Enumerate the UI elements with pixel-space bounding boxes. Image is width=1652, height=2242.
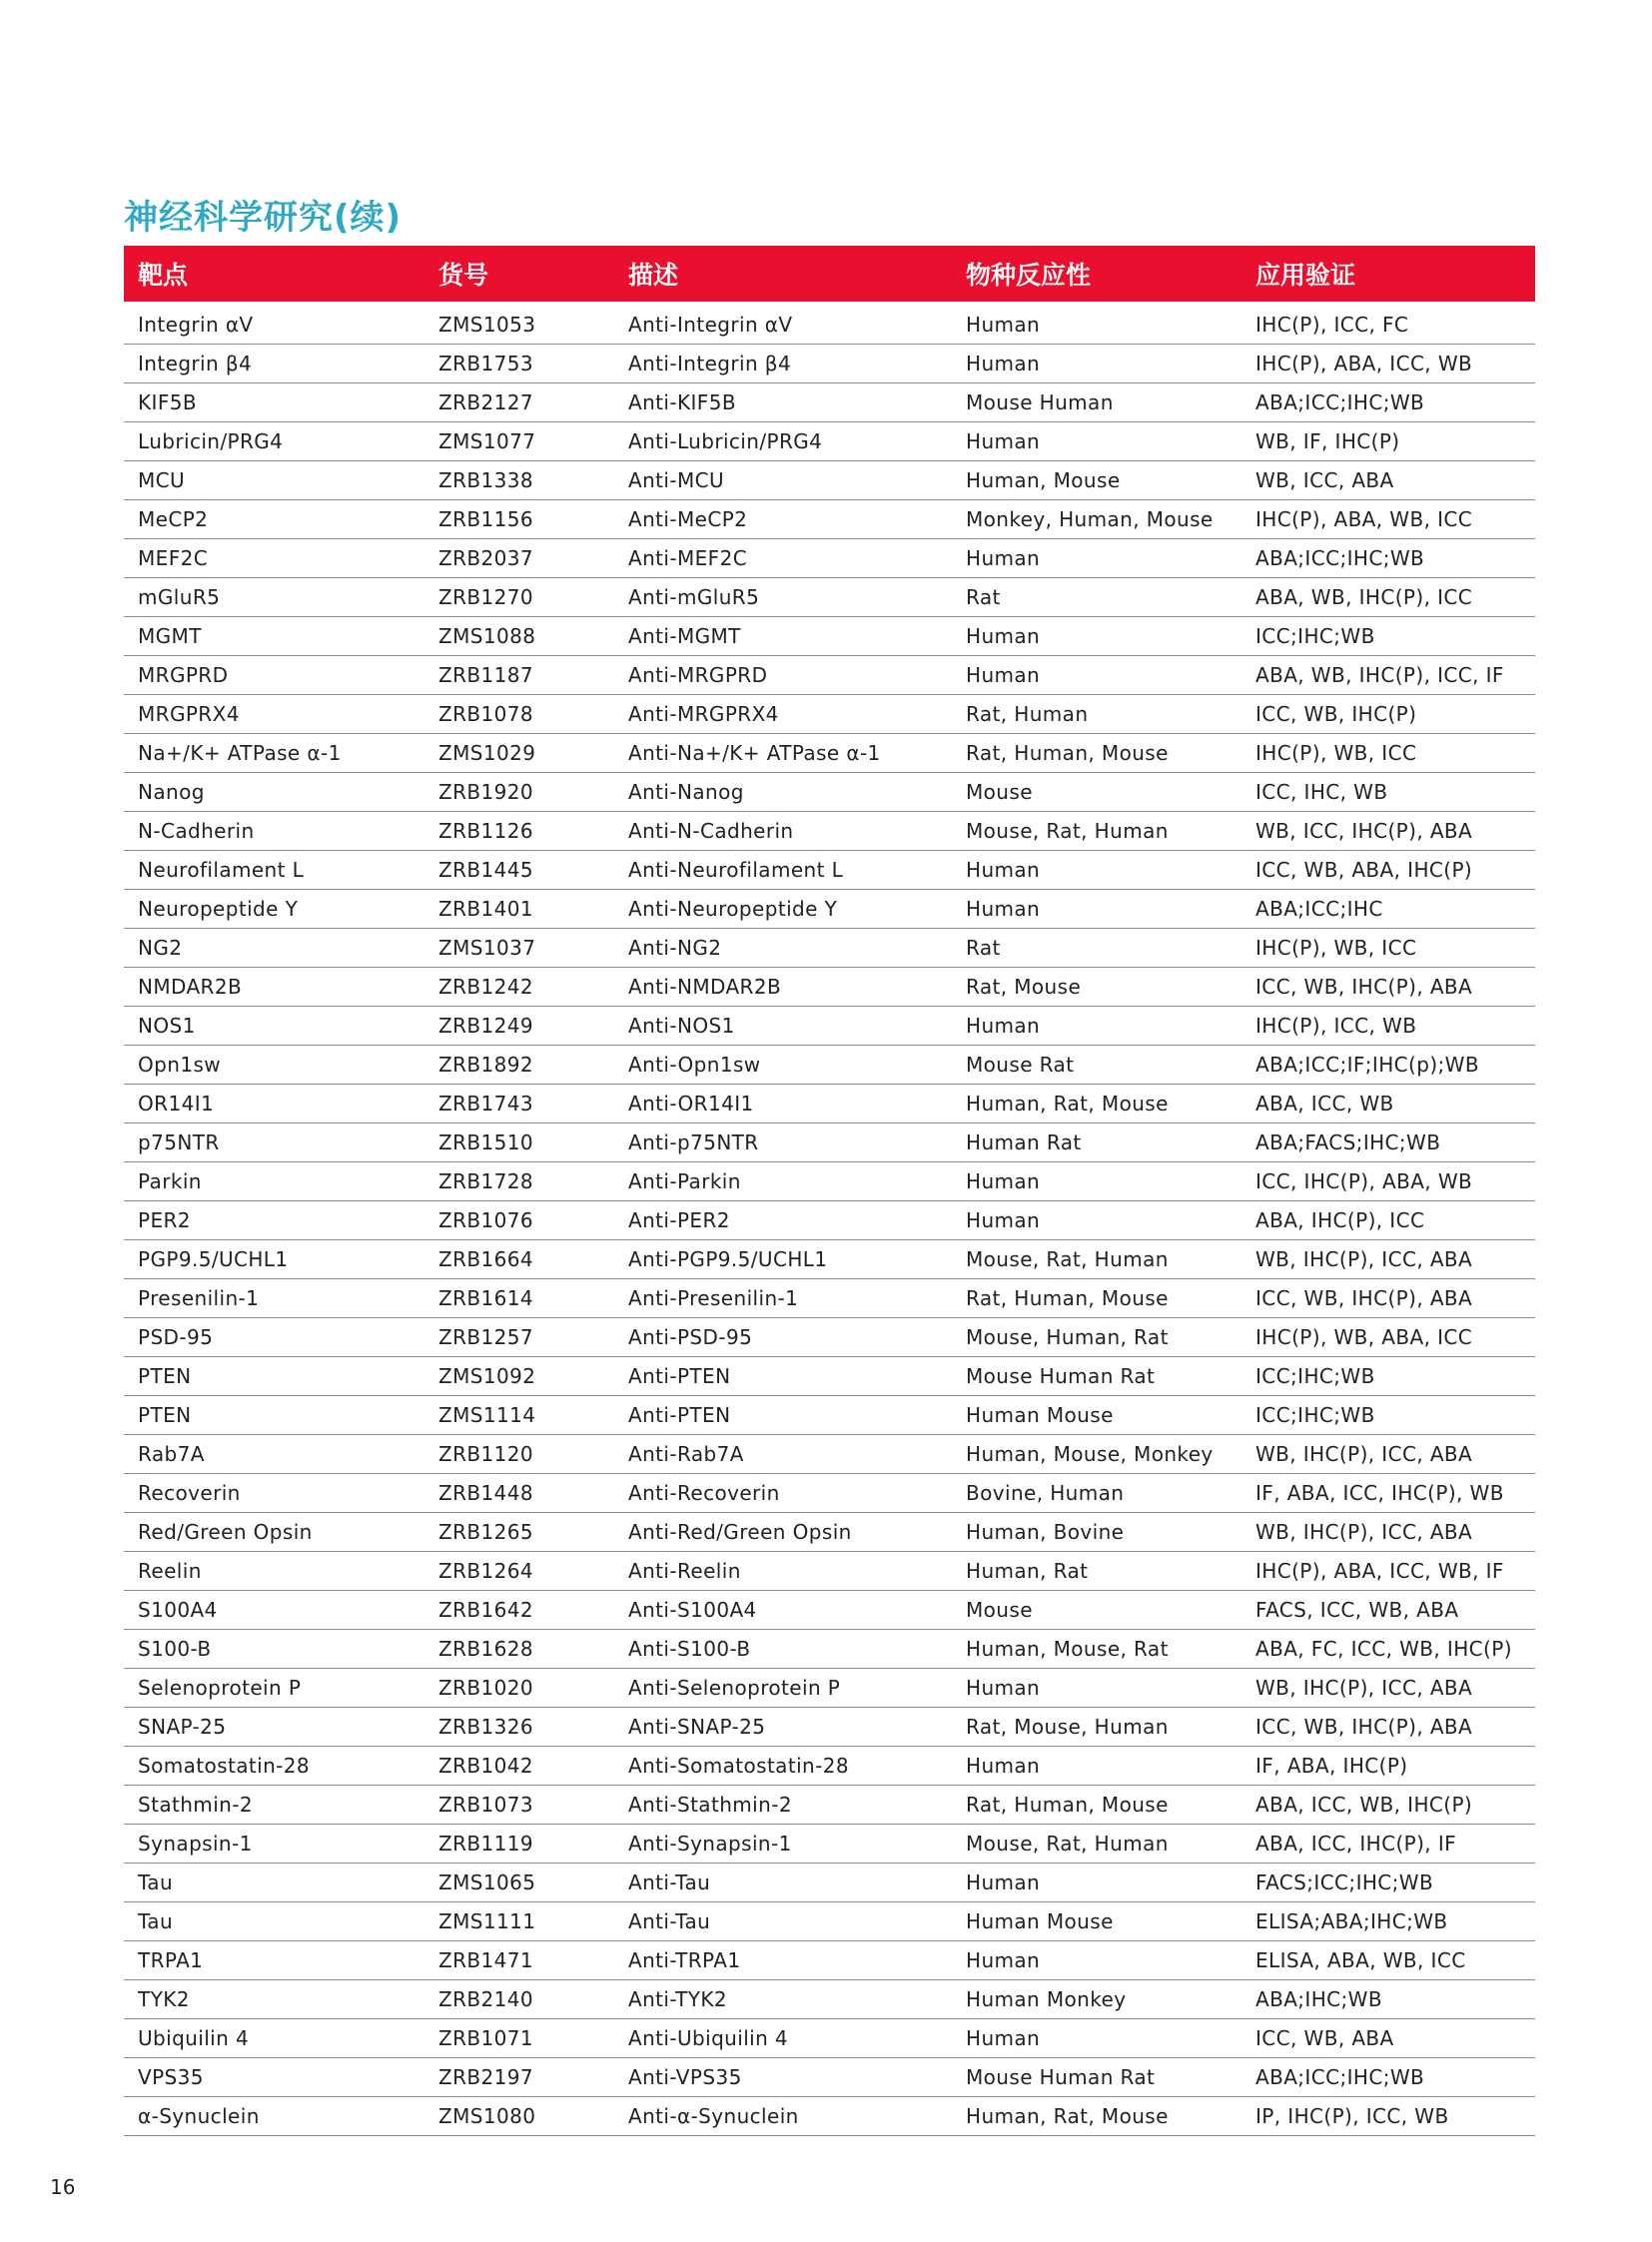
header-target: 靶点 bbox=[124, 246, 424, 302]
cell-applications: IHC(P), ABA, ICC, WB, IF bbox=[1241, 1552, 1535, 1591]
cell-description: Anti-α-Synuclein bbox=[614, 2097, 952, 2136]
cell-applications: ICC, WB, ABA, IHC(P) bbox=[1241, 851, 1535, 890]
cell-catalog-number: ZRB1042 bbox=[424, 1747, 614, 1786]
cell-applications: ABA, ICC, WB, IHC(P) bbox=[1241, 1786, 1535, 1825]
cell-description: Anti-S100A4 bbox=[614, 1591, 952, 1630]
cell-species-reactivity: Human Mouse bbox=[952, 1902, 1241, 1941]
table-row bbox=[124, 773, 1535, 812]
cell-target: Red/Green Opsin bbox=[124, 1513, 424, 1552]
cell-species-reactivity: Human, Mouse, Monkey bbox=[952, 1435, 1241, 1474]
cell-applications: ABA, WB, IHC(P), ICC, IF bbox=[1241, 656, 1535, 695]
cell-catalog-number: ZRB1920 bbox=[424, 773, 614, 812]
cell-species-reactivity: Human bbox=[952, 345, 1241, 383]
cell-target: Neuropeptide Y bbox=[124, 890, 424, 929]
cell-catalog-number: ZRB1728 bbox=[424, 1162, 614, 1201]
table-row bbox=[124, 1786, 1535, 1825]
cell-target: MEF2C bbox=[124, 539, 424, 578]
table-row bbox=[124, 890, 1535, 929]
cell-description: Anti-MEF2C bbox=[614, 539, 952, 578]
table-row bbox=[124, 1435, 1535, 1474]
cell-applications: ABA;FACS;IHC;WB bbox=[1241, 1123, 1535, 1162]
cell-species-reactivity: Human, Mouse bbox=[952, 461, 1241, 500]
cell-species-reactivity: Bovine, Human bbox=[952, 1474, 1241, 1513]
cell-catalog-number: ZRB1156 bbox=[424, 500, 614, 539]
cell-applications: WB, ICC, IHC(P), ABA bbox=[1241, 812, 1535, 851]
cell-catalog-number: ZMS1080 bbox=[424, 2097, 614, 2136]
cell-catalog-number: ZRB2197 bbox=[424, 2058, 614, 2097]
cell-species-reactivity: Human bbox=[952, 1162, 1241, 1201]
cell-species-reactivity: Human, Mouse, Rat bbox=[952, 1630, 1241, 1669]
cell-catalog-number: ZRB1628 bbox=[424, 1630, 614, 1669]
cell-species-reactivity: Monkey, Human, Mouse bbox=[952, 500, 1241, 539]
cell-description: Anti-mGluR5 bbox=[614, 578, 952, 617]
cell-species-reactivity: Human Rat bbox=[952, 1123, 1241, 1162]
cell-catalog-number: ZRB1257 bbox=[424, 1318, 614, 1357]
cell-catalog-number: ZRB1642 bbox=[424, 1591, 614, 1630]
table-row bbox=[124, 345, 1535, 383]
cell-applications: IP, IHC(P), ICC, WB bbox=[1241, 2097, 1535, 2136]
cell-species-reactivity: Rat, Mouse, Human bbox=[952, 1708, 1241, 1747]
cell-target: MRGPRD bbox=[124, 656, 424, 695]
cell-description: Anti-N-Cadherin bbox=[614, 812, 952, 851]
cell-target: Tau bbox=[124, 1864, 424, 1902]
cell-description: Anti-TYK2 bbox=[614, 1980, 952, 2019]
cell-target: S100-B bbox=[124, 1630, 424, 1669]
table-row bbox=[124, 422, 1535, 461]
cell-applications: ICC, WB, ABA bbox=[1241, 2019, 1535, 2058]
cell-applications: ABA;ICC;IHC;WB bbox=[1241, 539, 1535, 578]
cell-target: TRPA1 bbox=[124, 1941, 424, 1980]
cell-species-reactivity: Human bbox=[952, 2019, 1241, 2058]
cell-species-reactivity: Human bbox=[952, 851, 1241, 890]
cell-description: Anti-Synapsin-1 bbox=[614, 1825, 952, 1864]
cell-species-reactivity: Human, Rat, Mouse bbox=[952, 1085, 1241, 1123]
cell-applications: IHC(P), WB, ICC bbox=[1241, 734, 1535, 773]
cell-catalog-number: ZRB2140 bbox=[424, 1980, 614, 2019]
cell-applications: ABA;ICC;IHC bbox=[1241, 890, 1535, 929]
cell-applications: IHC(P), WB, ICC bbox=[1241, 929, 1535, 968]
cell-target: α-Synuclein bbox=[124, 2097, 424, 2136]
cell-description: Anti-Selenoprotein P bbox=[614, 1669, 952, 1708]
table-row bbox=[124, 1513, 1535, 1552]
table-row bbox=[124, 1162, 1535, 1201]
header-catalog-number: 货号 bbox=[424, 246, 614, 302]
product-table bbox=[124, 246, 1535, 2136]
cell-target: Stathmin-2 bbox=[124, 1786, 424, 1825]
cell-description: Anti-Integrin αV bbox=[614, 302, 952, 345]
cell-target: PER2 bbox=[124, 1201, 424, 1240]
cell-applications: ICC, WB, IHC(P), ABA bbox=[1241, 1279, 1535, 1318]
cell-applications: FACS;ICC;IHC;WB bbox=[1241, 1864, 1535, 1902]
cell-description: Anti-PER2 bbox=[614, 1201, 952, 1240]
cell-target: MeCP2 bbox=[124, 500, 424, 539]
cell-catalog-number: ZRB1071 bbox=[424, 2019, 614, 2058]
cell-description: Anti-TRPA1 bbox=[614, 1941, 952, 1980]
cell-description: Anti-MeCP2 bbox=[614, 500, 952, 539]
cell-species-reactivity: Human Mouse bbox=[952, 1396, 1241, 1435]
cell-applications: ABA, ICC, IHC(P), IF bbox=[1241, 1825, 1535, 1864]
table-row bbox=[124, 1825, 1535, 1864]
cell-catalog-number: ZMS1037 bbox=[424, 929, 614, 968]
cell-description: Anti-SNAP-25 bbox=[614, 1708, 952, 1747]
cell-target: Synapsin-1 bbox=[124, 1825, 424, 1864]
cell-species-reactivity: Rat, Mouse bbox=[952, 968, 1241, 1007]
cell-catalog-number: ZMS1065 bbox=[424, 1864, 614, 1902]
cell-target: SNAP-25 bbox=[124, 1708, 424, 1747]
table-row bbox=[124, 1396, 1535, 1435]
table-row bbox=[124, 617, 1535, 656]
cell-target: VPS35 bbox=[124, 2058, 424, 2097]
cell-catalog-number: ZRB1242 bbox=[424, 968, 614, 1007]
cell-description: Anti-Stathmin-2 bbox=[614, 1786, 952, 1825]
cell-applications: IHC(P), ABA, ICC, WB bbox=[1241, 345, 1535, 383]
cell-applications: ABA, FC, ICC, WB, IHC(P) bbox=[1241, 1630, 1535, 1669]
table-row bbox=[124, 500, 1535, 539]
cell-applications: ABA;IHC;WB bbox=[1241, 1980, 1535, 2019]
cell-target: PSD-95 bbox=[124, 1318, 424, 1357]
cell-target: Lubricin/PRG4 bbox=[124, 422, 424, 461]
cell-applications: ICC;IHC;WB bbox=[1241, 1396, 1535, 1435]
cell-species-reactivity: Human bbox=[952, 890, 1241, 929]
cell-target: OR14I1 bbox=[124, 1085, 424, 1123]
cell-catalog-number: ZRB1614 bbox=[424, 1279, 614, 1318]
table-row bbox=[124, 656, 1535, 695]
cell-catalog-number: ZRB1445 bbox=[424, 851, 614, 890]
cell-species-reactivity: Human bbox=[952, 302, 1241, 345]
cell-species-reactivity: Human, Rat, Mouse bbox=[952, 2097, 1241, 2136]
cell-target: PGP9.5/UCHL1 bbox=[124, 1240, 424, 1279]
cell-description: Anti-NG2 bbox=[614, 929, 952, 968]
cell-catalog-number: ZRB1078 bbox=[424, 695, 614, 734]
cell-species-reactivity: Mouse, Rat, Human bbox=[952, 1825, 1241, 1864]
cell-applications: ICC;IHC;WB bbox=[1241, 617, 1535, 656]
cell-catalog-number: ZMS1077 bbox=[424, 422, 614, 461]
table-row bbox=[124, 1747, 1535, 1786]
table-row bbox=[124, 302, 1535, 345]
cell-catalog-number: ZRB1664 bbox=[424, 1240, 614, 1279]
cell-species-reactivity: Human bbox=[952, 1747, 1241, 1786]
cell-catalog-number: ZRB1892 bbox=[424, 1046, 614, 1085]
cell-target: N-Cadherin bbox=[124, 812, 424, 851]
cell-catalog-number: ZRB1270 bbox=[424, 578, 614, 617]
cell-applications: WB, IF, IHC(P) bbox=[1241, 422, 1535, 461]
cell-description: Anti-S100-B bbox=[614, 1630, 952, 1669]
cell-catalog-number: ZRB1120 bbox=[424, 1435, 614, 1474]
table-row bbox=[124, 383, 1535, 422]
cell-catalog-number: ZMS1114 bbox=[424, 1396, 614, 1435]
table-row bbox=[124, 1240, 1535, 1279]
cell-description: Anti-Rab7A bbox=[614, 1435, 952, 1474]
table-row bbox=[124, 851, 1535, 890]
cell-species-reactivity: Human, Bovine bbox=[952, 1513, 1241, 1552]
cell-description: Anti-Presenilin-1 bbox=[614, 1279, 952, 1318]
header-description: 描述 bbox=[614, 246, 952, 302]
cell-applications: IHC(P), WB, ABA, ICC bbox=[1241, 1318, 1535, 1357]
table-row bbox=[124, 812, 1535, 851]
cell-species-reactivity: Rat bbox=[952, 578, 1241, 617]
cell-catalog-number: ZRB1753 bbox=[424, 345, 614, 383]
table-body bbox=[124, 302, 1535, 2136]
cell-catalog-number: ZRB1119 bbox=[424, 1825, 614, 1864]
cell-catalog-number: ZRB1265 bbox=[424, 1513, 614, 1552]
cell-applications: ICC, IHC(P), ABA, WB bbox=[1241, 1162, 1535, 1201]
cell-target: NG2 bbox=[124, 929, 424, 968]
cell-target: MCU bbox=[124, 461, 424, 500]
table-row bbox=[124, 1085, 1535, 1123]
cell-species-reactivity: Human bbox=[952, 1864, 1241, 1902]
cell-species-reactivity: Human bbox=[952, 1007, 1241, 1046]
cell-catalog-number: ZRB1471 bbox=[424, 1941, 614, 1980]
cell-catalog-number: ZMS1029 bbox=[424, 734, 614, 773]
cell-description: Anti-Tau bbox=[614, 1864, 952, 1902]
cell-catalog-number: ZRB1510 bbox=[424, 1123, 614, 1162]
cell-target: mGluR5 bbox=[124, 578, 424, 617]
cell-catalog-number: ZRB1020 bbox=[424, 1669, 614, 1708]
cell-description: Anti-Neurofilament L bbox=[614, 851, 952, 890]
cell-catalog-number: ZRB2127 bbox=[424, 383, 614, 422]
cell-applications: ABA;ICC;IHC;WB bbox=[1241, 2058, 1535, 2097]
cell-applications: IHC(P), ABA, WB, ICC bbox=[1241, 500, 1535, 539]
cell-catalog-number: ZRB1126 bbox=[424, 812, 614, 851]
cell-catalog-number: ZRB1249 bbox=[424, 1007, 614, 1046]
cell-applications: IF, ABA, IHC(P) bbox=[1241, 1747, 1535, 1786]
cell-applications: ELISA;ABA;IHC;WB bbox=[1241, 1902, 1535, 1941]
table-row bbox=[124, 461, 1535, 500]
cell-species-reactivity: Mouse Human Rat bbox=[952, 1357, 1241, 1396]
cell-target: Parkin bbox=[124, 1162, 424, 1201]
cell-description: Anti-Integrin β4 bbox=[614, 345, 952, 383]
table-row bbox=[124, 968, 1535, 1007]
cell-description: Anti-MRGPRD bbox=[614, 656, 952, 695]
table-row bbox=[124, 1318, 1535, 1357]
cell-description: Anti-Recoverin bbox=[614, 1474, 952, 1513]
cell-species-reactivity: Rat, Human, Mouse bbox=[952, 1279, 1241, 1318]
cell-description: Anti-Neuropeptide Y bbox=[614, 890, 952, 929]
cell-applications: IHC(P), ICC, WB bbox=[1241, 1007, 1535, 1046]
cell-target: MRGPRX4 bbox=[124, 695, 424, 734]
cell-species-reactivity: Mouse bbox=[952, 773, 1241, 812]
cell-description: Anti-VPS35 bbox=[614, 2058, 952, 2097]
table-row bbox=[124, 1708, 1535, 1747]
cell-applications: ICC, IHC, WB bbox=[1241, 773, 1535, 812]
cell-species-reactivity: Rat, Human, Mouse bbox=[952, 1786, 1241, 1825]
cell-species-reactivity: Mouse Rat bbox=[952, 1046, 1241, 1085]
cell-applications: ABA;ICC;IF;IHC(p);WB bbox=[1241, 1046, 1535, 1085]
cell-catalog-number: ZMS1053 bbox=[424, 302, 614, 345]
cell-description: Anti-Nanog bbox=[614, 773, 952, 812]
cell-applications: ICC;IHC;WB bbox=[1241, 1357, 1535, 1396]
cell-species-reactivity: Human bbox=[952, 1201, 1241, 1240]
cell-description: Anti-MRGPRX4 bbox=[614, 695, 952, 734]
table-row bbox=[124, 1630, 1535, 1669]
cell-applications: ICC, WB, IHC(P) bbox=[1241, 695, 1535, 734]
cell-description: Anti-Opn1sw bbox=[614, 1046, 952, 1085]
header-applications: 应用验证 bbox=[1241, 246, 1535, 302]
product-table-container bbox=[124, 246, 1535, 2136]
cell-species-reactivity: Human bbox=[952, 656, 1241, 695]
cell-description: Anti-p75NTR bbox=[614, 1123, 952, 1162]
cell-species-reactivity: Mouse Human bbox=[952, 383, 1241, 422]
cell-species-reactivity: Mouse bbox=[952, 1591, 1241, 1630]
cell-description: Anti-Tau bbox=[614, 1902, 952, 1941]
table-row bbox=[124, 1980, 1535, 2019]
cell-catalog-number: ZMS1088 bbox=[424, 617, 614, 656]
cell-description: Anti-Red/Green Opsin bbox=[614, 1513, 952, 1552]
cell-species-reactivity: Mouse Human Rat bbox=[952, 2058, 1241, 2097]
cell-target: Somatostatin-28 bbox=[124, 1747, 424, 1786]
cell-catalog-number: ZRB1401 bbox=[424, 890, 614, 929]
cell-species-reactivity: Human bbox=[952, 1669, 1241, 1708]
cell-applications: WB, IHC(P), ICC, ABA bbox=[1241, 1435, 1535, 1474]
table-row bbox=[124, 2058, 1535, 2097]
cell-target: MGMT bbox=[124, 617, 424, 656]
cell-species-reactivity: Rat, Human, Mouse bbox=[952, 734, 1241, 773]
cell-description: Anti-OR14I1 bbox=[614, 1085, 952, 1123]
cell-description: Anti-Lubricin/PRG4 bbox=[614, 422, 952, 461]
cell-species-reactivity: Human Monkey bbox=[952, 1980, 1241, 2019]
table-row bbox=[124, 1552, 1535, 1591]
cell-target: Integrin β4 bbox=[124, 345, 424, 383]
cell-target: KIF5B bbox=[124, 383, 424, 422]
cell-catalog-number: ZRB1076 bbox=[424, 1201, 614, 1240]
page-number: 16 bbox=[50, 2175, 76, 2199]
cell-target: Integrin αV bbox=[124, 302, 424, 345]
cell-description: Anti-PTEN bbox=[614, 1396, 952, 1435]
table-row bbox=[124, 929, 1535, 968]
cell-applications: ICC, WB, IHC(P), ABA bbox=[1241, 968, 1535, 1007]
cell-applications: WB, IHC(P), ICC, ABA bbox=[1241, 1669, 1535, 1708]
table-row bbox=[124, 1357, 1535, 1396]
cell-catalog-number: ZMS1111 bbox=[424, 1902, 614, 1941]
cell-applications: WB, IHC(P), ICC, ABA bbox=[1241, 1513, 1535, 1552]
cell-description: Anti-PSD-95 bbox=[614, 1318, 952, 1357]
table-row bbox=[124, 1902, 1535, 1941]
cell-species-reactivity: Mouse, Human, Rat bbox=[952, 1318, 1241, 1357]
cell-target: Opn1sw bbox=[124, 1046, 424, 1085]
cell-catalog-number: ZMS1092 bbox=[424, 1357, 614, 1396]
cell-description: Anti-Ubiquilin 4 bbox=[614, 2019, 952, 2058]
table-row bbox=[124, 1864, 1535, 1902]
cell-target: p75NTR bbox=[124, 1123, 424, 1162]
cell-target: Neurofilament L bbox=[124, 851, 424, 890]
cell-target: Tau bbox=[124, 1902, 424, 1941]
cell-applications: ABA, ICC, WB bbox=[1241, 1085, 1535, 1123]
cell-target: PTEN bbox=[124, 1357, 424, 1396]
table-row bbox=[124, 1123, 1535, 1162]
cell-applications: IHC(P), ICC, FC bbox=[1241, 302, 1535, 345]
section-title: 神经科学研究(续) bbox=[124, 198, 403, 238]
table-row bbox=[124, 1591, 1535, 1630]
cell-description: Anti-KIF5B bbox=[614, 383, 952, 422]
cell-applications: ABA, IHC(P), ICC bbox=[1241, 1201, 1535, 1240]
cell-description: Anti-MGMT bbox=[614, 617, 952, 656]
cell-species-reactivity: Mouse, Rat, Human bbox=[952, 812, 1241, 851]
table-row bbox=[124, 2097, 1535, 2136]
cell-applications: ICC, WB, IHC(P), ABA bbox=[1241, 1708, 1535, 1747]
table-row bbox=[124, 1941, 1535, 1980]
cell-species-reactivity: Human bbox=[952, 422, 1241, 461]
cell-species-reactivity: Rat, Human bbox=[952, 695, 1241, 734]
cell-target: Recoverin bbox=[124, 1474, 424, 1513]
cell-target: PTEN bbox=[124, 1396, 424, 1435]
table-row bbox=[124, 578, 1535, 617]
cell-catalog-number: ZRB2037 bbox=[424, 539, 614, 578]
cell-catalog-number: ZRB1187 bbox=[424, 656, 614, 695]
cell-catalog-number: ZRB1264 bbox=[424, 1552, 614, 1591]
table-row bbox=[124, 1474, 1535, 1513]
cell-target: Nanog bbox=[124, 773, 424, 812]
cell-description: Anti-MCU bbox=[614, 461, 952, 500]
cell-description: Anti-NMDAR2B bbox=[614, 968, 952, 1007]
cell-target: NOS1 bbox=[124, 1007, 424, 1046]
cell-applications: WB, ICC, ABA bbox=[1241, 461, 1535, 500]
table-row bbox=[124, 1046, 1535, 1085]
cell-catalog-number: ZRB1326 bbox=[424, 1708, 614, 1747]
cell-species-reactivity: Human bbox=[952, 617, 1241, 656]
cell-target: TYK2 bbox=[124, 1980, 424, 2019]
cell-applications: WB, IHC(P), ICC, ABA bbox=[1241, 1240, 1535, 1279]
table-row bbox=[124, 1201, 1535, 1240]
table-row bbox=[124, 1279, 1535, 1318]
cell-target: Reelin bbox=[124, 1552, 424, 1591]
cell-applications: ABA, WB, IHC(P), ICC bbox=[1241, 578, 1535, 617]
cell-applications: ABA;ICC;IHC;WB bbox=[1241, 383, 1535, 422]
cell-target: S100A4 bbox=[124, 1591, 424, 1630]
header-species-reactivity: 物种反应性 bbox=[952, 246, 1241, 302]
cell-target: Selenoprotein P bbox=[124, 1669, 424, 1708]
cell-target: NMDAR2B bbox=[124, 968, 424, 1007]
cell-target: Ubiquilin 4 bbox=[124, 2019, 424, 2058]
cell-description: Anti-PGP9.5/UCHL1 bbox=[614, 1240, 952, 1279]
cell-species-reactivity: Human bbox=[952, 539, 1241, 578]
cell-catalog-number: ZRB1338 bbox=[424, 461, 614, 500]
cell-catalog-number: ZRB1448 bbox=[424, 1474, 614, 1513]
cell-applications: IF, ABA, ICC, IHC(P), WB bbox=[1241, 1474, 1535, 1513]
cell-species-reactivity: Mouse, Rat, Human bbox=[952, 1240, 1241, 1279]
cell-description: Anti-Somatostatin-28 bbox=[614, 1747, 952, 1786]
table-row bbox=[124, 539, 1535, 578]
cell-description: Anti-NOS1 bbox=[614, 1007, 952, 1046]
cell-applications: ELISA, ABA, WB, ICC bbox=[1241, 1941, 1535, 1980]
cell-applications: FACS, ICC, WB, ABA bbox=[1241, 1591, 1535, 1630]
cell-catalog-number: ZRB1073 bbox=[424, 1786, 614, 1825]
table-row bbox=[124, 695, 1535, 734]
cell-description: Anti-Parkin bbox=[614, 1162, 952, 1201]
cell-catalog-number: ZRB1743 bbox=[424, 1085, 614, 1123]
table-row bbox=[124, 2019, 1535, 2058]
table-row bbox=[124, 1669, 1535, 1708]
cell-description: Anti-Reelin bbox=[614, 1552, 952, 1591]
cell-description: Anti-PTEN bbox=[614, 1357, 952, 1396]
cell-target: Presenilin-1 bbox=[124, 1279, 424, 1318]
cell-species-reactivity: Human bbox=[952, 1941, 1241, 1980]
table-header-row bbox=[124, 246, 1535, 302]
cell-target: Na+/K+ ATPase α-1 bbox=[124, 734, 424, 773]
table-row bbox=[124, 734, 1535, 773]
table-row bbox=[124, 1007, 1535, 1046]
cell-target: Rab7A bbox=[124, 1435, 424, 1474]
cell-description: Anti-Na+/K+ ATPase α-1 bbox=[614, 734, 952, 773]
cell-species-reactivity: Human, Rat bbox=[952, 1552, 1241, 1591]
cell-species-reactivity: Rat bbox=[952, 929, 1241, 968]
